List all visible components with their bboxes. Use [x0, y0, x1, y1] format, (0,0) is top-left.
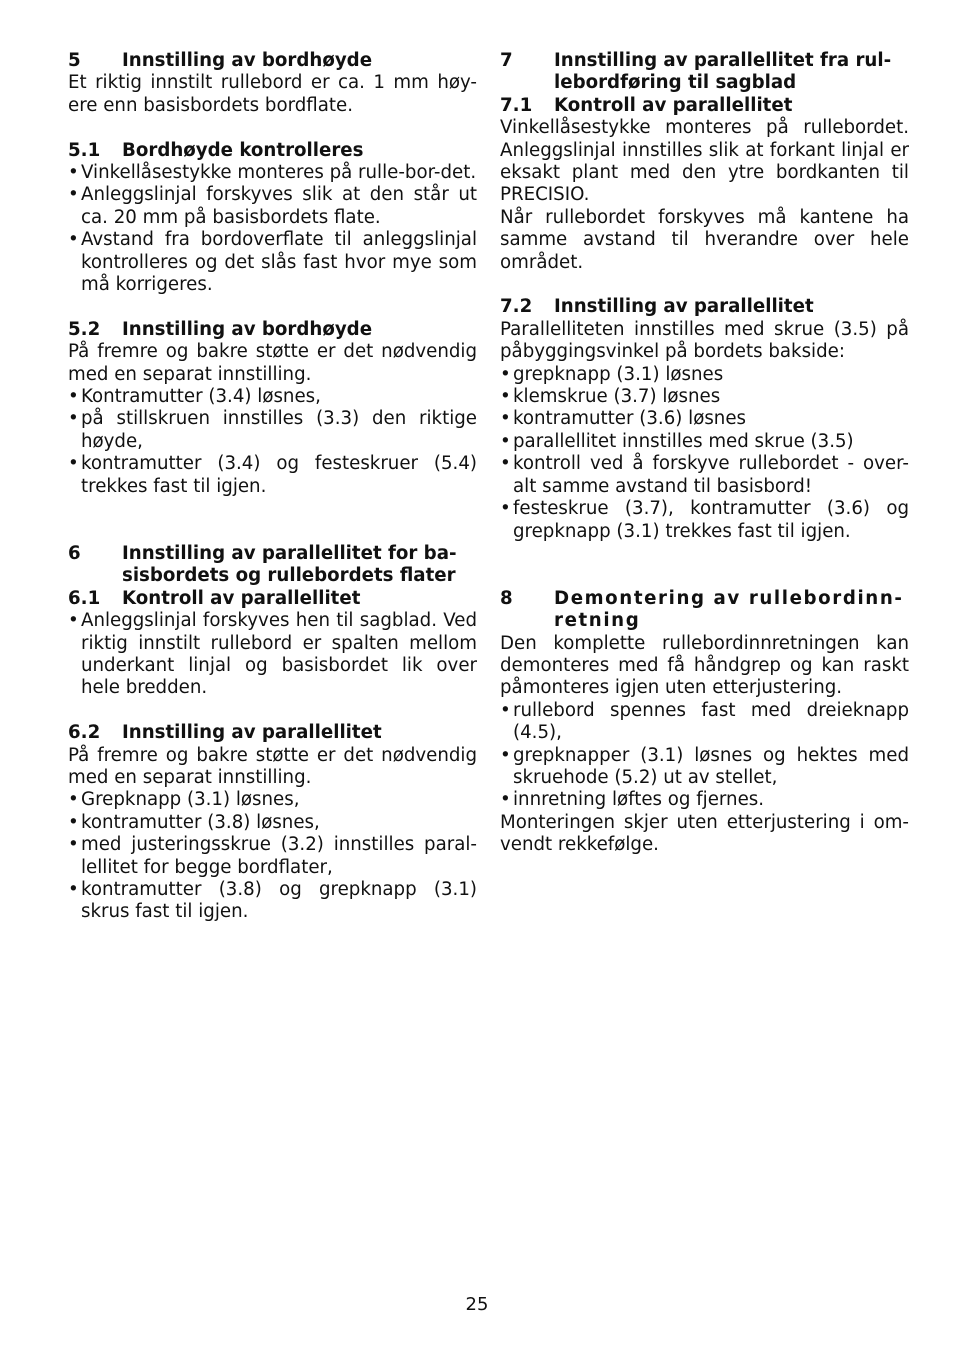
left-column: [68, 50, 477, 924]
bullet-list: [68, 789, 477, 923]
bullet-icon: •: [500, 744, 511, 766]
bullet-icon: •: [500, 699, 511, 721]
list-item-text: parallellitet innstilles med skrue (3.5): [513, 430, 854, 452]
list-item: [68, 879, 477, 924]
section-title: Innstilling av bordhøyde: [122, 318, 373, 340]
list-item-text: klemskrue (3.7) løsnes: [513, 386, 721, 408]
list-item-text: med justeringsskrue (3.2) innstilles paral-lellitet for begge bordflater,: [81, 834, 477, 878]
paragraph: Den komplette rullebordinnretningen kan demonteres med få håndgrep og kan raskt påmonteres igjen uten etterjustering.: [500, 632, 909, 699]
list-item: [68, 162, 477, 184]
bullet-icon: •: [68, 878, 79, 900]
list-item-text: innretning løftes og fjernes.: [513, 789, 765, 811]
list-item-text: kontramutter (3.8) og grepknapp (3.1) skrus fast til igjen.: [81, 878, 477, 923]
section-heading: [500, 95, 909, 117]
section-heading: [68, 140, 477, 162]
section-number: 6.1: [68, 587, 101, 609]
list-item: [500, 453, 909, 498]
bullet-icon: •: [500, 408, 511, 430]
paragraph: Når rullebordet forskyves må kantene ha samme avstand til hverandre over hele området.: [500, 206, 909, 273]
bullet-icon: •: [68, 610, 79, 632]
section-title: Kontroll av parallellitet: [122, 587, 361, 609]
section-title: Innstilling av parallellitet: [554, 296, 814, 318]
section-heading: [68, 588, 477, 610]
bullet-icon: •: [68, 789, 79, 811]
section-number: 7.2: [500, 296, 533, 318]
list-item-text: kontroll ved å forskyve rullebordet - over-alt samme avstand til basisbord!: [513, 453, 909, 497]
bullet-icon: •: [68, 811, 79, 833]
bullet-icon: •: [68, 229, 79, 251]
bullet-icon: •: [68, 184, 79, 206]
section-7-1: [500, 95, 909, 274]
list-item: [68, 229, 477, 296]
paragraph: På fremre og bakre støtte er det nødvendig med en separat innstilling.: [68, 341, 477, 385]
bullet-list: [68, 386, 477, 498]
list-item-text: på stillskruen innstilles (3.3) den riktige høyde,: [81, 408, 477, 452]
bullet-list: [68, 162, 477, 296]
list-item: [68, 453, 477, 498]
section-title: Innstilling av parallellitet for ba-sisbordets og rullebordets flater: [122, 542, 457, 587]
section-title: Demontering av rullebordinn-retning: [554, 587, 904, 632]
list-item: [500, 789, 909, 811]
bullet-list: [68, 610, 477, 700]
section-number: 5.2: [68, 318, 101, 340]
bullet-list: [500, 364, 909, 543]
section-heading: [68, 50, 477, 72]
section-number: 6.2: [68, 722, 101, 744]
section-6-2: [68, 722, 477, 924]
section-number: 7.1: [500, 94, 533, 116]
bullet-icon: •: [68, 162, 79, 184]
section-heading: [68, 543, 477, 588]
list-item-text: grepknapp (3.1) løsnes: [513, 363, 724, 385]
list-item: [500, 408, 909, 430]
list-item-text: Vinkellåsestykke monteres på rulle-bor-det.: [81, 162, 477, 184]
list-item: [500, 700, 909, 745]
list-item: [500, 498, 909, 543]
right-column: [500, 50, 909, 857]
list-item: [68, 789, 477, 811]
section-5-2: [68, 319, 477, 498]
list-item-text: kontramutter (3.8) løsnes,: [81, 811, 320, 833]
list-item: [500, 386, 909, 408]
paragraph: Monteringen skjer uten etterjustering i om-vendt rekkefølge.: [500, 811, 909, 856]
section-8: [500, 588, 909, 857]
bullet-icon: •: [68, 834, 79, 856]
section-number: 7: [500, 50, 513, 71]
bullet-icon: •: [500, 498, 511, 520]
bullet-icon: •: [500, 386, 511, 408]
list-item: [68, 812, 477, 834]
section-number: 5: [68, 50, 81, 71]
section-title: Innstilling av parallellitet fra rul-lebordføring til sagblad: [554, 50, 892, 94]
section-title: Bordhøyde kontrolleres: [122, 139, 364, 161]
section-heading: [500, 50, 909, 95]
list-item-text: rullebord spennes fast med dreieknapp (4.5),: [513, 699, 909, 744]
list-item: [68, 408, 477, 453]
section-number: 5.1: [68, 139, 101, 161]
section-number: 6: [68, 542, 81, 564]
section-5-1: [68, 140, 477, 297]
list-item-text: Anleggslinjal forskyves hen til sagblad. Ved riktig innstilt rullebord er spalten mellom underkant linjal og basisbordet lik over hele bredden.: [81, 610, 477, 699]
list-item: [68, 610, 477, 700]
section-7-2: [500, 296, 909, 542]
paragraph: Et riktig innstilt rullebord er ca. 1 mm høy-ere enn basisbordets bordflate.: [68, 72, 477, 116]
section-heading: [500, 588, 909, 633]
paragraph: Parallelliteten innstilles med skrue (3.5) på påbyggingsvinkel på bordets bakside:: [500, 318, 909, 363]
list-item-text: kontramutter (3.4) og festeskruer (5.4) trekkes fast til igjen.: [81, 453, 477, 497]
list-item-text: Anleggslinjal forskyves slik at den står ut ca. 20 mm på basisbordets flate.: [81, 184, 477, 228]
bullet-icon: •: [68, 386, 79, 408]
section-number: 8: [500, 587, 513, 609]
section-6-1: [68, 588, 477, 700]
list-item: [500, 364, 909, 386]
bullet-list: [500, 700, 909, 812]
bullet-icon: •: [500, 453, 511, 475]
section-title: Kontroll av parallellitet: [554, 94, 793, 116]
bullet-icon: •: [500, 363, 511, 385]
list-item-text: Avstand fra bordoverflate til anleggslinjal kontrolleres og det slås fast hvor mye som må korrigeres.: [81, 229, 477, 296]
list-item: [500, 431, 909, 453]
section-heading: [500, 296, 909, 318]
list-item: [500, 745, 909, 790]
section-title: Innstilling av bordhøyde: [122, 50, 373, 71]
list-item-text: Grepknapp (3.1) løsnes,: [81, 789, 300, 811]
bullet-icon: •: [500, 789, 511, 811]
section-heading: [68, 319, 477, 341]
bullet-icon: •: [68, 453, 79, 475]
section-title: Innstilling av parallellitet: [122, 722, 382, 744]
section-heading: [68, 722, 477, 744]
list-item-text: kontramutter (3.6) løsnes: [513, 408, 746, 430]
paragraph: På fremre og bakre støtte er det nødvendig med en separat innstilling.: [68, 744, 477, 788]
section-6: [68, 543, 477, 588]
section-5: [68, 50, 477, 117]
list-item-text: Kontramutter (3.4) løsnes,: [81, 386, 321, 408]
list-item-text: festeskrue (3.7), kontramutter (3.6) og grepknapp (3.1) trekkes fast til igjen.: [513, 498, 909, 542]
list-item: [68, 834, 477, 879]
bullet-icon: •: [68, 408, 79, 430]
list-item-text: grepknapper (3.1) løsnes og hektes med skruehode (5.2) ut av stellet,: [513, 744, 909, 788]
bullet-icon: •: [500, 430, 511, 452]
section-7: [500, 50, 909, 95]
paragraph: Vinkellåsestykke monteres på rullebordet. Anleggslinjal innstilles slik at forkant linjal er eksakt plant med den ytre bordkanten til PRECISIO.: [500, 117, 909, 206]
list-item: [68, 184, 477, 229]
list-item: [68, 386, 477, 408]
page-number: 25: [465, 1294, 489, 1315]
